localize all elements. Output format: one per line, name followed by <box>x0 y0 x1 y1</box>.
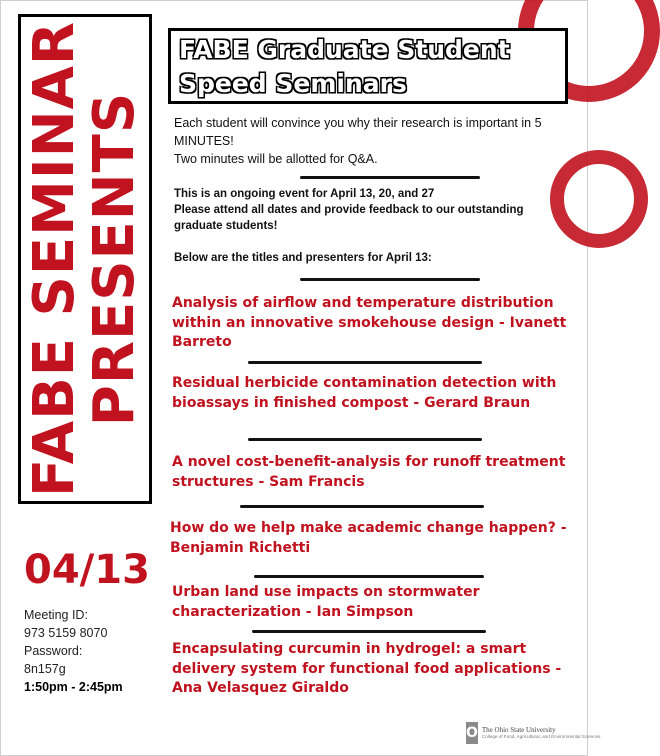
page-title <box>168 28 568 104</box>
logo-text <box>482 726 600 740</box>
title-line-2: Speed Seminars <box>179 69 407 98</box>
divider <box>254 575 484 578</box>
talk-item: Urban land use impacts on stormwater characterization - Ian Simpson <box>172 584 480 620</box>
meeting-time: 1:50pm - 2:45pm <box>24 680 123 694</box>
divider <box>248 361 482 364</box>
logo-line-2: College of Food, Agricultural, and Environmental Sciences <box>481 734 601 739</box>
seminar-date: 04/13 <box>24 547 150 593</box>
divider <box>248 438 482 441</box>
talk-item: How do we help make academic change happen? - Benjamin Richetti <box>170 520 567 556</box>
logo-mark: O <box>466 722 478 744</box>
password-label: Password: <box>24 644 83 658</box>
meeting-id: 973 5159 8070 <box>24 626 108 640</box>
meeting-id-label: Meeting ID: <box>24 608 88 622</box>
intro-line-1: Each student will convince you why their research is important in 5 MINUTES! <box>174 116 542 148</box>
logo-line-1: The Ohio State University <box>481 726 556 734</box>
banner-line-1: FABE SEMINAR <box>22 20 87 498</box>
vertical-banner-text <box>22 20 147 498</box>
divider <box>240 505 484 508</box>
divider <box>300 176 480 179</box>
title-line-1: FABE Graduate Student <box>179 35 510 64</box>
talk-item: Analysis of airflow and temperature distribution within an innovative smokehouse design - Ivanett Barreto <box>172 295 567 350</box>
banner-line-2: PRESENTS <box>82 91 147 427</box>
intro-text <box>174 114 570 168</box>
password: 8n157g <box>24 662 66 676</box>
meeting-details <box>24 606 123 696</box>
event-info <box>174 186 574 266</box>
divider <box>300 278 480 281</box>
talk-item: A novel cost-benefit-analysis for runoff treatment structures - Sam Francis <box>172 454 566 490</box>
info-line-2: Please attend all dates and provide feedback to our outstanding graduate students! <box>174 204 524 232</box>
talk-item: Residual herbicide contamination detection with bioassays in finished compost - Gerard Braun <box>172 375 557 411</box>
divider <box>252 630 486 633</box>
university-logo <box>466 718 601 748</box>
info-line-1: This is an ongoing event for April 13, 20, and 27 <box>174 188 435 200</box>
vertical-banner <box>18 14 152 504</box>
intro-line-2: Two minutes will be allotted for Q&A. <box>174 152 378 166</box>
talk-item: Encapsulating curcumin in hydrogel: a smart delivery system for functional food applications - Ana Velasquez Giraldo <box>172 641 562 696</box>
info-line-3: Below are the titles and presenters for April 13: <box>174 252 432 264</box>
